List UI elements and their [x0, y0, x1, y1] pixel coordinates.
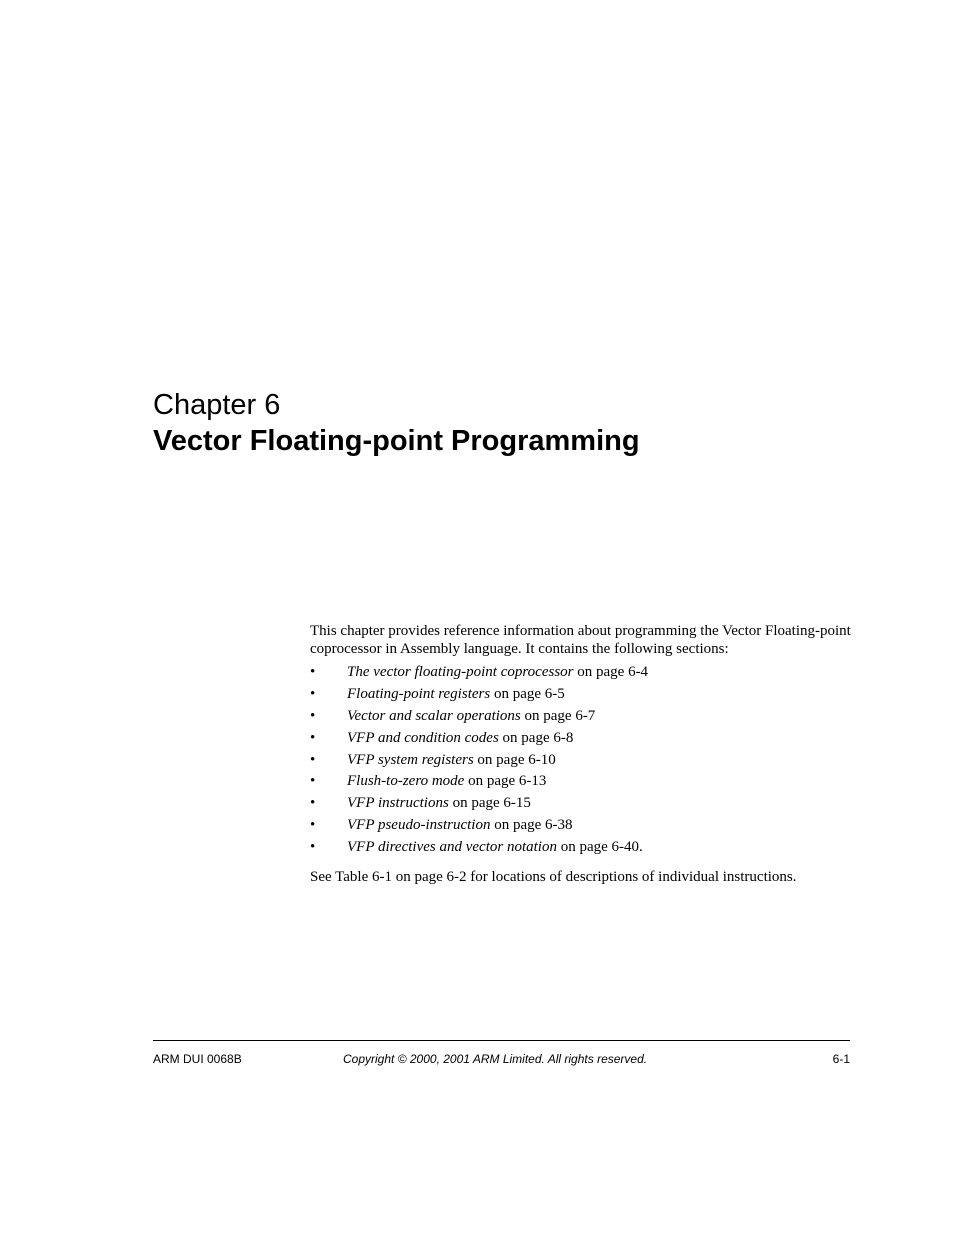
chapter-title: Vector Floating-point Programming [153, 425, 640, 457]
section-link[interactable]: VFP pseudo-instruction [347, 817, 491, 834]
section-link[interactable]: VFP instructions [347, 795, 449, 812]
section-page-ref: on page 6-7 [520, 707, 596, 724]
section-page-ref: on page 6-8 [498, 729, 574, 746]
section-link[interactable]: The vector floating-point coprocessor [347, 664, 574, 680]
section-list-item[interactable] [310, 837, 855, 859]
section-list-item[interactable] [310, 706, 855, 728]
section-list-item[interactable] [310, 771, 855, 793]
bullet-icon: • [310, 817, 316, 834]
section-list-item[interactable] [310, 815, 855, 837]
section-list-item[interactable] [310, 793, 855, 815]
bullet-icon: • [310, 839, 316, 856]
section-link[interactable]: Vector and scalar operations [347, 707, 521, 724]
footer-divider [153, 1040, 850, 1041]
intro-paragraph: This chapter provides reference information about programming the Vector Floating-point coprocessor in Assembly language. It contains the following sections: [310, 623, 851, 657]
document-id: ARM DUI 0068B [153, 1052, 242, 1066]
bullet-icon: • [310, 729, 316, 746]
section-list [310, 662, 855, 859]
section-link[interactable]: VFP directives and vector notation [347, 839, 557, 856]
section-link[interactable]: Floating-point registers [347, 685, 491, 702]
section-list-item[interactable] [310, 662, 855, 684]
section-link[interactable]: Flush-to-zero mode [347, 773, 465, 790]
page-number: 6-1 [832, 1052, 850, 1066]
section-page-ref: on page 6-4 [573, 664, 649, 680]
chapter-intro [310, 622, 855, 886]
chapter-number: Chapter 6 [153, 389, 281, 421]
bullet-icon: • [310, 751, 316, 768]
section-link[interactable]: VFP and condition codes [347, 729, 499, 746]
bullet-icon: • [310, 795, 316, 812]
section-list-item[interactable] [310, 684, 855, 706]
section-page-ref: on page 6-38 [490, 817, 573, 834]
section-page-ref: on page 6-5 [490, 685, 565, 702]
section-list-item[interactable] [310, 750, 855, 772]
section-page-ref: on page 6-13 [464, 773, 547, 790]
bullet-icon: • [310, 707, 316, 724]
section-link[interactable]: VFP system registers [347, 751, 474, 768]
section-list-item[interactable] [310, 728, 855, 750]
bullet-icon: • [310, 773, 316, 790]
section-page-ref: on page 6-40. [556, 839, 643, 856]
bullet-icon: • [310, 685, 316, 702]
bullet-icon: • [310, 664, 316, 680]
chapter-heading [153, 387, 640, 459]
see-also-paragraph: See Table 6-1 on page 6-2 for locations of descriptions of individual instructions. [310, 869, 797, 886]
section-page-ref: on page 6-10 [473, 751, 556, 768]
copyright-notice: Copyright © 2000, 2001 ARM Limited. All rights reserved. [343, 1052, 648, 1066]
section-page-ref: on page 6-15 [448, 795, 531, 812]
